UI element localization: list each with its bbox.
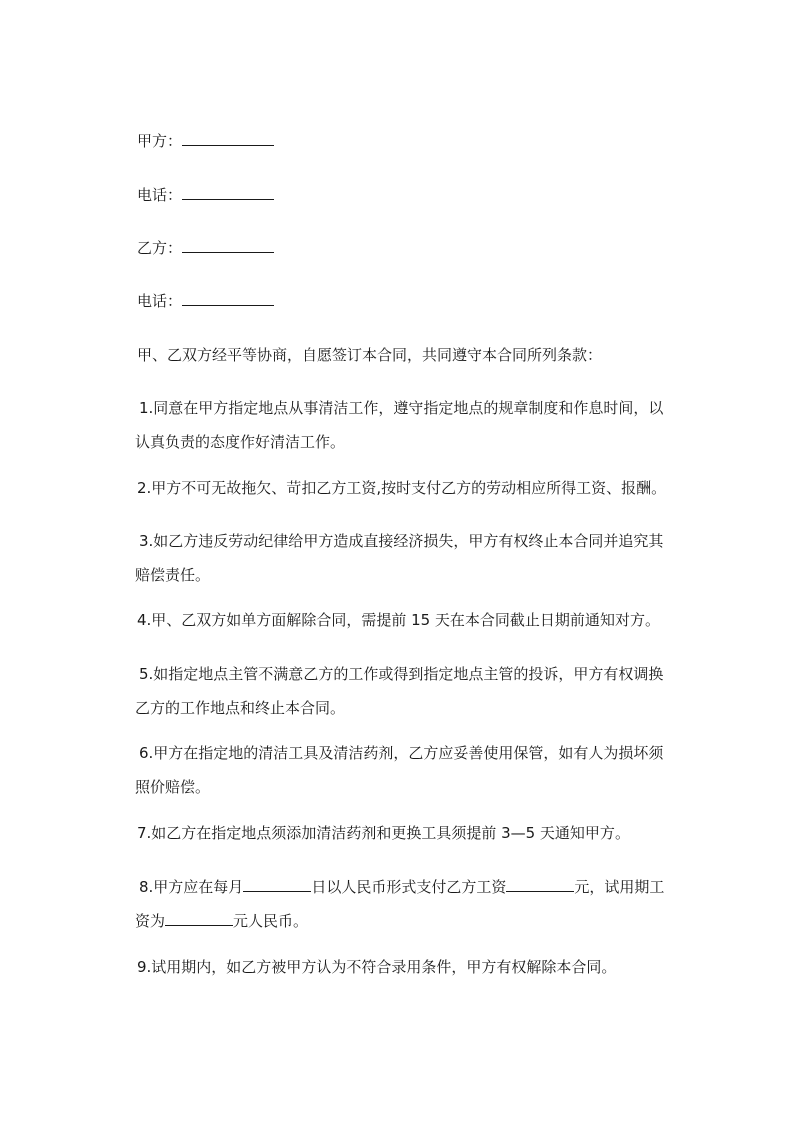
clause-8-text-part-2: 日以人民币形式支付乙方工资: [311, 878, 507, 896]
clause-6: [137, 736, 703, 804]
clause-6-line-2: 照价赔偿。: [135, 778, 211, 796]
clause-8-line-2: [135, 904, 701, 938]
probation-salary-blank[interactable]: [165, 911, 233, 926]
clause-5-line-2: 乙方的工作地点和终止本合同。: [135, 699, 346, 717]
clause-8-text-part-3: 元，试用期工: [574, 878, 665, 896]
party-a-blank[interactable]: [182, 131, 274, 146]
clause-8-line-1: [137, 870, 703, 904]
clause-7: [137, 816, 703, 850]
party-a-line: [137, 131, 274, 151]
clause-6-line-1: 6.甲方在指定地的清洁工具及清洁药剂，乙方应妥善使用保管，如有人为损坏须: [139, 744, 664, 762]
clause-9-line-1: 9.试用期内，如乙方被甲方认为不符合录用条件，甲方有权解除本合同。: [137, 958, 617, 976]
clause-8-text-part-1: 8.甲方应在每月: [139, 878, 244, 896]
party-a-phone-label: 电话：: [137, 186, 183, 204]
clause-8: [137, 870, 703, 938]
intro-text: 甲、乙双方经平等协商，自愿签订本合同，共同遵守本合同所列条款：: [137, 346, 603, 364]
clause-9: [137, 950, 703, 984]
party-b-phone-line: [137, 291, 274, 311]
party-b-label: 乙方：: [137, 239, 183, 257]
party-a-phone-blank[interactable]: [182, 185, 274, 200]
pay-day-blank[interactable]: [243, 877, 311, 892]
clause-4-line-1: 4.甲、乙双方如单方面解除合同，需提前 15 天在本合同截止日期前通知对方。: [137, 611, 660, 629]
clause-7-line-1: 7.如乙方在指定地点须添加清洁药剂和更换工具须提前 3—5 天通知甲方。: [137, 824, 630, 842]
party-b-blank[interactable]: [182, 238, 274, 253]
clause-3-line-1: 3.如乙方违反劳动纪律给甲方造成直接经济损失，甲方有权终止本合同并追究其: [139, 532, 664, 550]
clause-4: [137, 603, 703, 637]
party-b-line: [137, 238, 274, 258]
clause-3: [137, 524, 703, 592]
clause-2: [137, 471, 703, 505]
clause-8-text-part-5: 元人民币。: [233, 912, 309, 930]
clause-3-line-2: 赔偿责任。: [135, 566, 211, 584]
clause-8-text-part-4: 资为: [135, 912, 166, 930]
party-b-phone-label: 电话：: [137, 292, 183, 310]
party-a-phone-line: [137, 185, 274, 205]
clause-2-line-1: 2.甲方不可无故拖欠、苛扣乙方工资,按时支付乙方的劳动相应所得工资、报酬。: [137, 479, 667, 497]
clause-5-line-1: 5.如指定地点主管不满意乙方的工作或得到指定地点主管的投诉，甲方有权调换: [139, 665, 664, 683]
clause-1-line-2: 认真负责的态度作好清洁工作。: [135, 433, 346, 451]
party-b-phone-blank[interactable]: [182, 291, 274, 306]
clause-1: [137, 391, 703, 459]
clause-5: [137, 657, 703, 725]
party-a-label: 甲方：: [137, 132, 183, 150]
salary-amount-blank[interactable]: [506, 877, 574, 892]
clause-1-line-1: 1.同意在甲方指定地点从事清洁工作，遵守指定地点的规章制度和作息时间，以: [139, 399, 664, 417]
